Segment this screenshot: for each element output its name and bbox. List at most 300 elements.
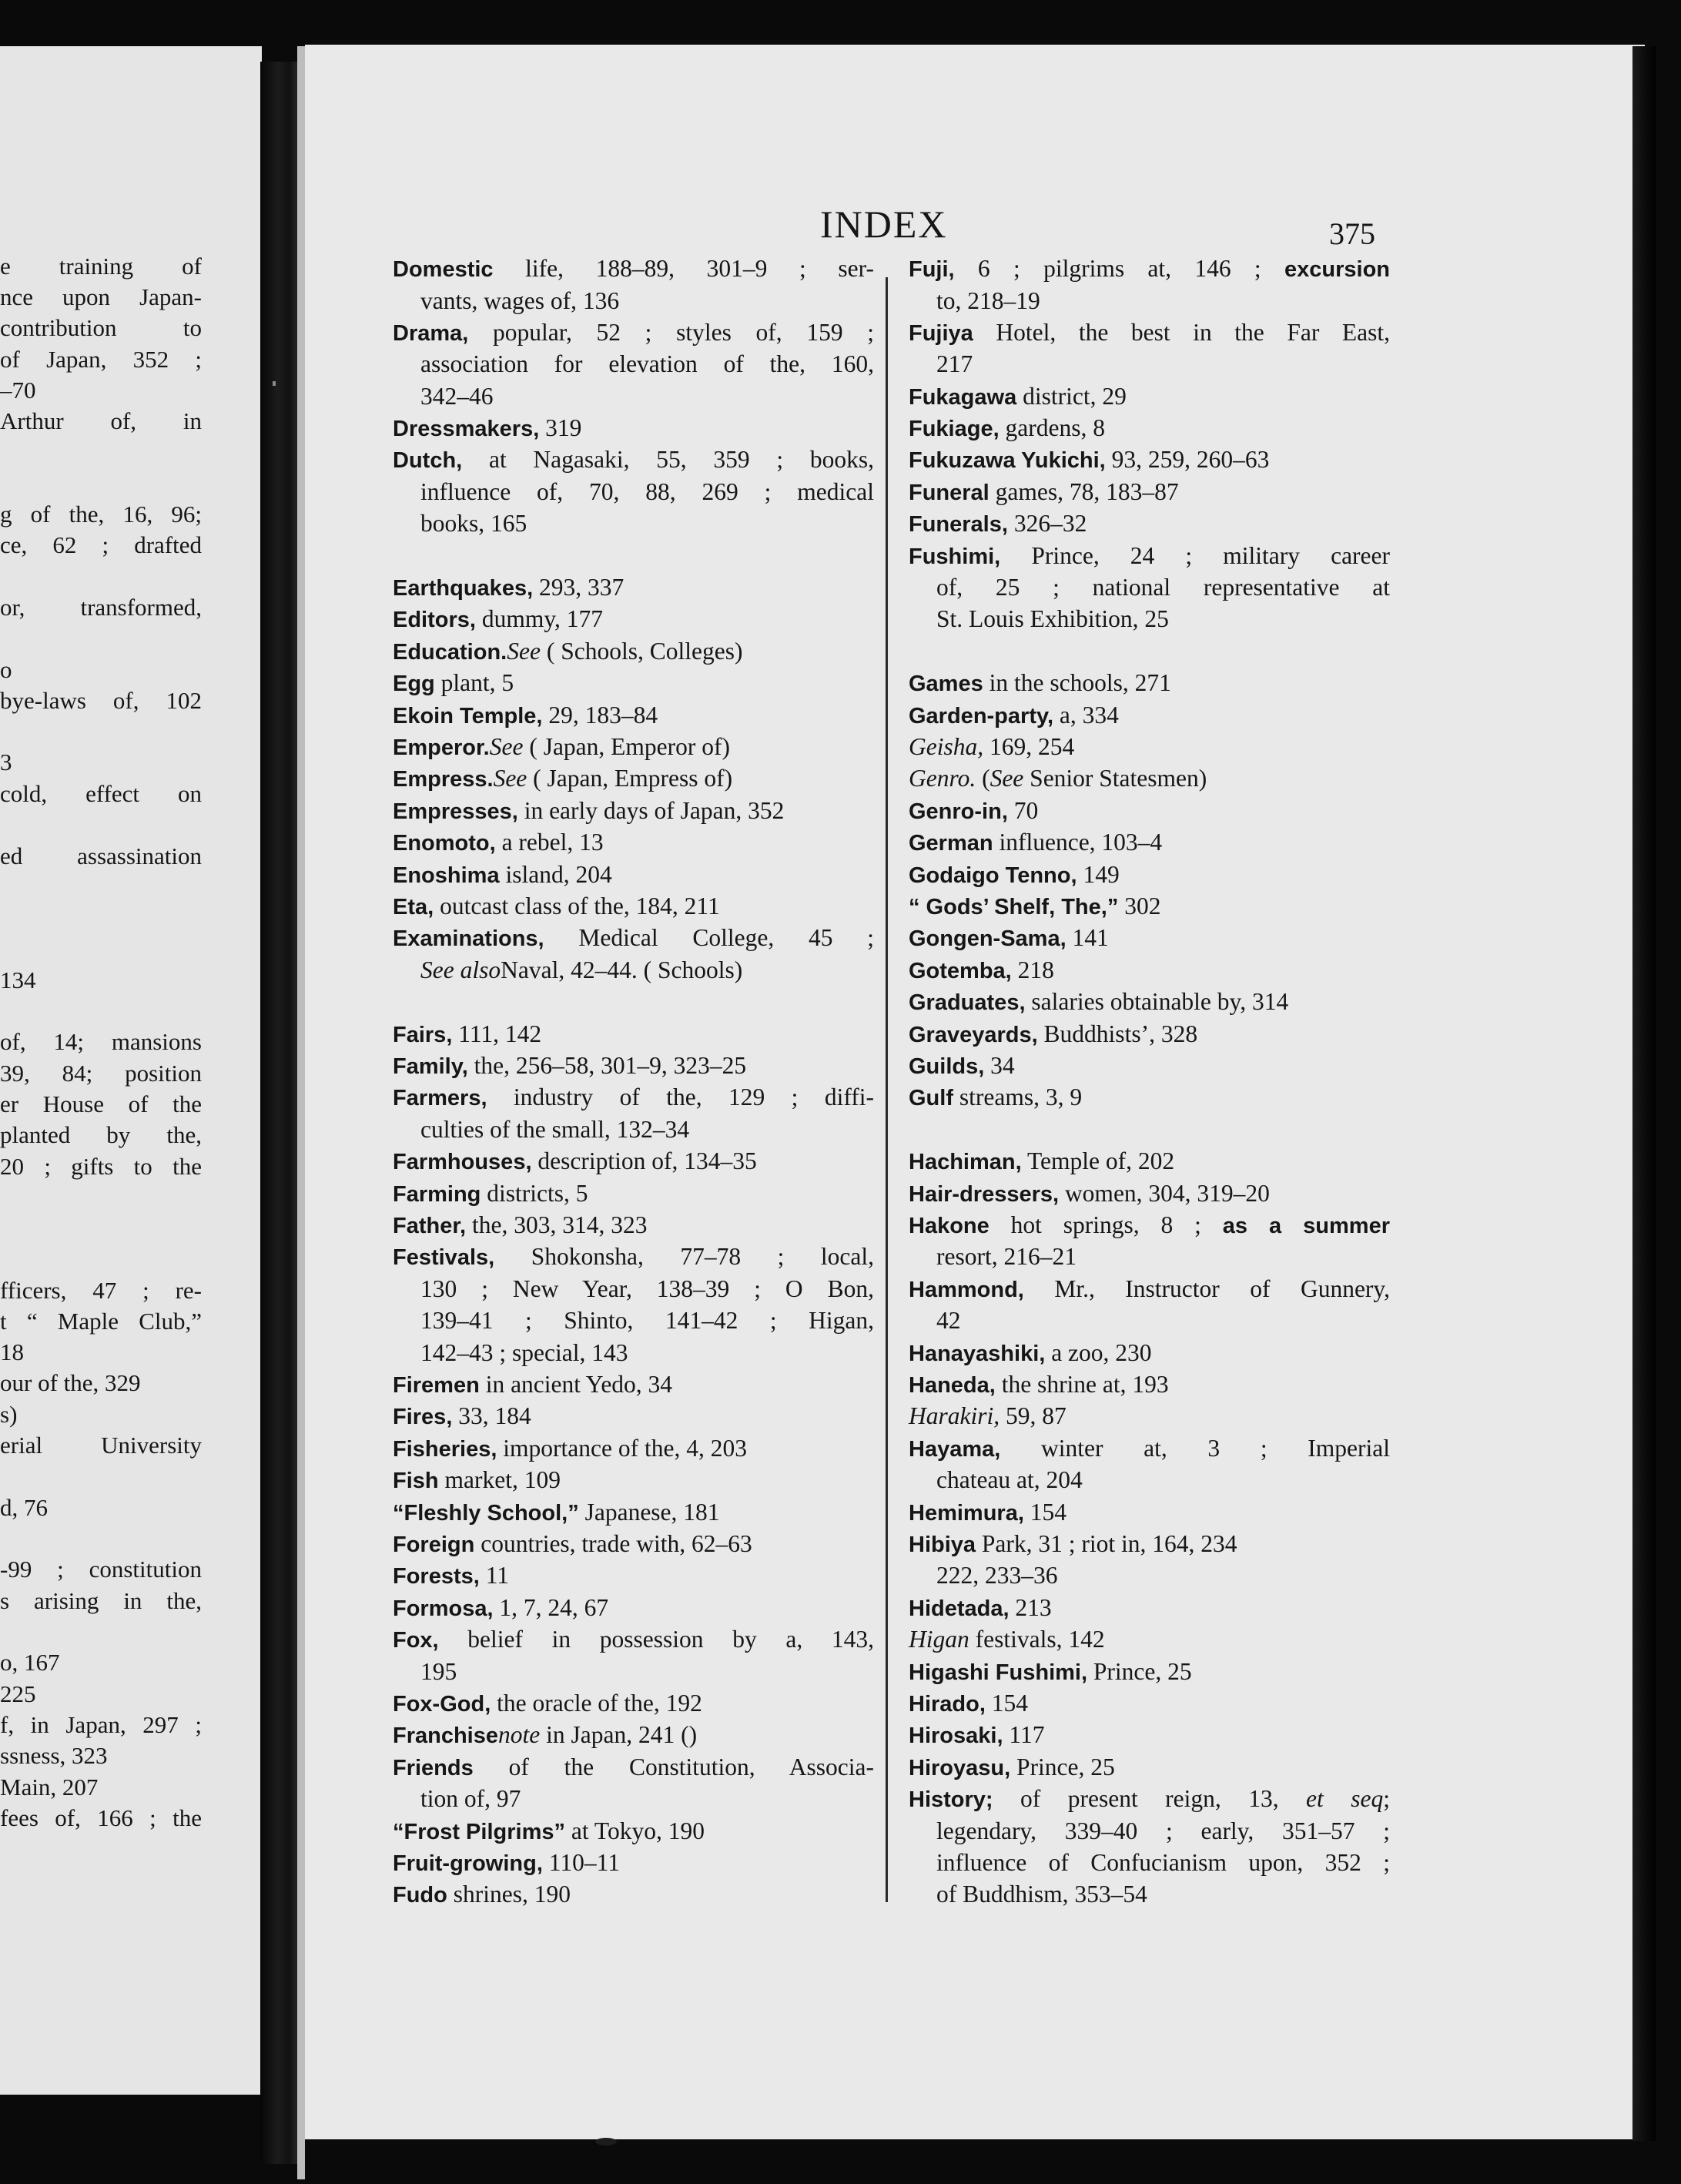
entry-heading: Higashi Fushimi, bbox=[909, 1660, 1088, 1685]
entry-heading-italic: Harakiri, bbox=[909, 1402, 1000, 1429]
left-page-line-text: contribution to bbox=[0, 314, 202, 341]
index-entry bbox=[420, 1273, 874, 1305]
entry-heading: Fox, bbox=[393, 1628, 439, 1653]
left-page-line bbox=[0, 530, 262, 561]
entry-heading: Gongen-Sama, bbox=[909, 926, 1067, 951]
left-page-line bbox=[0, 1710, 262, 1740]
left-page-line bbox=[0, 779, 262, 809]
index-entry bbox=[909, 507, 1390, 540]
entry-text: ( bbox=[523, 733, 537, 760]
entry-text: of Buddhism, 353–54 bbox=[936, 1881, 1147, 1908]
entry-heading-italic: See bbox=[493, 765, 527, 792]
left-page-line bbox=[0, 1058, 262, 1089]
index-entry bbox=[393, 571, 874, 604]
left-page-line-text: planted by the, bbox=[0, 1121, 202, 1148]
entry-text: 42 bbox=[936, 1307, 961, 1334]
scan-artifact bbox=[595, 2138, 617, 2145]
index-entry bbox=[393, 1592, 874, 1624]
entry-heading: Emperor. bbox=[393, 735, 490, 760]
left-page-line bbox=[0, 1275, 262, 1306]
entry-heading-italic: Geisha, bbox=[909, 733, 984, 760]
entry-italic-text: et seq bbox=[1306, 1785, 1384, 1812]
index-entry bbox=[393, 412, 874, 444]
entry-text: island, 204 bbox=[499, 861, 612, 888]
entry-bold-text: excursion bbox=[1284, 257, 1390, 282]
left-page-line-text: ssness, 323 bbox=[0, 1742, 108, 1769]
left-page-line-text: cold, effect on bbox=[0, 780, 202, 807]
entry-heading: Family, bbox=[393, 1054, 468, 1079]
index-entry bbox=[909, 699, 1390, 732]
index-entry bbox=[909, 476, 1390, 508]
entry-text-tail: Schools, Colleges) bbox=[554, 638, 743, 665]
entry-text: hot springs, 8 ; bbox=[989, 1211, 1223, 1238]
entry-heading: Fuji, bbox=[909, 257, 955, 282]
entry-text: in ancient Yedo, 34 bbox=[479, 1371, 673, 1398]
entry-heading: Hirado, bbox=[909, 1692, 986, 1717]
entry-text: the oracle of the, 192 bbox=[491, 1690, 702, 1717]
index-entry bbox=[393, 253, 874, 285]
index-entry bbox=[420, 507, 874, 540]
entry-text: St. Louis Exhibition, 25 bbox=[936, 605, 1169, 632]
left-page-line bbox=[0, 1089, 262, 1120]
index-entry bbox=[420, 348, 874, 380]
left-page-line-text: 18 bbox=[0, 1338, 24, 1365]
entry-heading: Foreign bbox=[393, 1532, 475, 1557]
entry-text: Temple of, 202 bbox=[1021, 1147, 1175, 1174]
index-entry bbox=[909, 1337, 1390, 1369]
entry-heading-italic: See also bbox=[420, 956, 501, 983]
index-entry bbox=[909, 1400, 1390, 1432]
entry-text: ( bbox=[540, 638, 555, 665]
left-page-line-text: s) bbox=[0, 1401, 18, 1428]
entry-heading: Friends bbox=[393, 1756, 474, 1780]
left-page-line-text: t “ Maple Club,” bbox=[0, 1308, 202, 1335]
entry-text: the, 256–58, 301–9, 323–25 bbox=[467, 1052, 747, 1079]
entry-text: 29, 183–84 bbox=[542, 702, 658, 729]
left-page-line-text: f, in Japan, 297 ; bbox=[0, 1711, 202, 1738]
entry-heading: Hakone bbox=[909, 1214, 990, 1238]
entry-text: vants, wages of, 136 bbox=[420, 287, 620, 314]
left-page-line-text: g of the, 16, 96; bbox=[0, 501, 202, 528]
entry-text: 130 ; New Year, 138–39 ; O Bon, bbox=[420, 1275, 874, 1302]
index-entry bbox=[909, 1368, 1390, 1401]
left-page-line-text: fficers, 47 ; re- bbox=[0, 1277, 202, 1304]
entry-heading: Enoshima bbox=[393, 863, 500, 888]
index-entry bbox=[909, 890, 1390, 923]
entry-heading: Fujiya bbox=[909, 321, 973, 346]
entry-heading: Genro-in, bbox=[909, 799, 1008, 824]
left-page-line-text: -99 ; constitution bbox=[0, 1556, 202, 1583]
entry-text: of, 25 ; national representative at bbox=[936, 574, 1390, 601]
left-page-line-text: 225 bbox=[0, 1680, 36, 1707]
entry-heading-italic: Higan bbox=[909, 1626, 969, 1653]
entry-text: life, 188–89, 301–9 ; ser- bbox=[493, 255, 874, 282]
entry-text: 154 bbox=[1023, 1499, 1067, 1526]
entry-text: district, 29 bbox=[1016, 383, 1127, 410]
index-entry bbox=[393, 1368, 874, 1401]
entry-heading: Funeral bbox=[909, 481, 990, 505]
entry-text: countries, trade with, 62–63 bbox=[474, 1530, 752, 1557]
index-entry bbox=[936, 348, 1390, 380]
entry-text: Naval, 42–44. ( bbox=[501, 956, 652, 983]
index-entry bbox=[420, 1305, 874, 1337]
left-page-line-text: 3 bbox=[0, 749, 12, 775]
left-page-line bbox=[0, 344, 262, 375]
entry-heading: Forests, bbox=[393, 1564, 480, 1589]
entry-text: in the schools, 271 bbox=[983, 669, 1171, 696]
left-page-line-text: ed assassination bbox=[0, 842, 202, 869]
index-entry bbox=[909, 1528, 1390, 1560]
entry-text: belief in possession by a, 143, bbox=[438, 1626, 874, 1653]
entry-text: 218 bbox=[1011, 956, 1054, 983]
entry-text-tail: Senior Statesmen) bbox=[1023, 765, 1207, 792]
entry-text: games, 78, 183–87 bbox=[989, 478, 1179, 505]
entry-text: chateau at, 204 bbox=[936, 1466, 1083, 1493]
index-entry bbox=[393, 1847, 874, 1879]
entry-text: 34 bbox=[984, 1052, 1015, 1079]
index-entry bbox=[393, 795, 874, 827]
entry-text: districts, 5 bbox=[481, 1180, 588, 1207]
index-entry bbox=[393, 1209, 874, 1241]
entry-text: 154 bbox=[985, 1690, 1029, 1717]
index-entry bbox=[420, 380, 874, 413]
entry-text: 59, 87 bbox=[1000, 1402, 1067, 1429]
entry-heading: “Frost Pilgrims” bbox=[393, 1820, 565, 1844]
entry-heading: Hair-dressers, bbox=[909, 1182, 1060, 1207]
page-number: 375 bbox=[1329, 216, 1375, 251]
entry-text: Medical College, 45 ; bbox=[544, 924, 874, 951]
left-page-line bbox=[0, 965, 262, 996]
index-entry bbox=[393, 1878, 874, 1911]
entry-text: 111, 142 bbox=[452, 1020, 542, 1047]
entry-heading: History; bbox=[909, 1787, 993, 1812]
index-entry bbox=[393, 1241, 874, 1273]
index-entry bbox=[936, 603, 1390, 635]
entry-heading: Hiroyasu, bbox=[909, 1756, 1011, 1780]
left-page-line bbox=[0, 1368, 262, 1398]
index-entry bbox=[936, 1815, 1390, 1847]
left-page-line-text: our of the, 329 bbox=[0, 1369, 141, 1396]
entry-heading: Farmhouses, bbox=[393, 1150, 532, 1174]
entry-heading: Empresses, bbox=[393, 799, 518, 824]
entry-heading: Hemimura, bbox=[909, 1501, 1024, 1526]
entry-heading: Farmers, bbox=[393, 1086, 487, 1110]
left-page-line bbox=[0, 1679, 262, 1710]
left-page-line bbox=[0, 1647, 262, 1678]
index-entry bbox=[909, 253, 1390, 285]
entry-text: market, 109 bbox=[438, 1466, 561, 1493]
entry-heading: Firemen bbox=[393, 1373, 480, 1398]
left-page-line bbox=[0, 592, 262, 623]
entry-text: outcast class of the, 184, 211 bbox=[434, 893, 720, 919]
entry-heading: Father, bbox=[393, 1214, 467, 1238]
entry-heading: Eta, bbox=[393, 895, 434, 919]
left-page-line bbox=[0, 1740, 262, 1771]
index-entry bbox=[909, 1081, 1390, 1114]
entry-heading: Garden-party, bbox=[909, 704, 1054, 729]
entry-text: in early days of Japan, 352 bbox=[517, 797, 785, 824]
index-entry bbox=[936, 1464, 1390, 1496]
left-page-line bbox=[0, 406, 262, 437]
entry-text: 1, 7, 24, 67 bbox=[493, 1594, 609, 1621]
index-entry bbox=[909, 1656, 1390, 1688]
entry-text: Prince, 25 bbox=[1087, 1658, 1192, 1685]
entry-text: 70 bbox=[1007, 797, 1039, 824]
entry-text: description of, 134–35 bbox=[531, 1147, 757, 1174]
entry-heading-italic: note bbox=[498, 1721, 541, 1748]
index-entry bbox=[420, 954, 874, 986]
entry-text: at Tokyo, 190 bbox=[565, 1817, 705, 1844]
index-entry bbox=[420, 1114, 874, 1146]
index-entry bbox=[393, 444, 874, 476]
entry-heading: Fox-God, bbox=[393, 1692, 491, 1717]
index-entry bbox=[909, 444, 1390, 476]
entry-text: Japanese, 181 bbox=[578, 1499, 720, 1526]
left-page-line bbox=[0, 1772, 262, 1803]
left-page-line-text: of, 14; mansions bbox=[0, 1028, 202, 1055]
index-entry bbox=[420, 476, 874, 508]
index-entry bbox=[393, 859, 874, 891]
entry-text: influence, 103–4 bbox=[993, 829, 1163, 856]
entry-text-tail: ; bbox=[1383, 1785, 1390, 1812]
page-edge bbox=[297, 46, 305, 2179]
entry-heading: Domestic bbox=[393, 257, 494, 282]
entry-heading-italic: See bbox=[489, 733, 524, 760]
left-page-line-text: Main, 207 bbox=[0, 1774, 99, 1800]
left-page-line bbox=[0, 655, 262, 685]
entry-heading: Fish bbox=[393, 1469, 439, 1493]
index-entry bbox=[420, 1656, 874, 1688]
left-page-line bbox=[0, 313, 262, 343]
entry-text: a, 334 bbox=[1053, 702, 1119, 729]
index-entry bbox=[909, 1177, 1390, 1210]
left-page-line-text: nce upon Japan- bbox=[0, 283, 202, 310]
entry-text: women, 304, 319–20 bbox=[1059, 1180, 1270, 1207]
entry-text: gardens, 8 bbox=[999, 414, 1105, 441]
entry-text: 110–11 bbox=[542, 1849, 620, 1876]
entry-heading: Formosa, bbox=[393, 1596, 494, 1621]
index-entry bbox=[393, 699, 874, 732]
entry-heading: Fruit-growing, bbox=[393, 1851, 543, 1876]
entry-italic-text: See bbox=[990, 765, 1024, 792]
entry-text: ( bbox=[976, 765, 990, 792]
entry-text: popular, 52 ; styles of, 159 ; bbox=[468, 319, 874, 346]
index-entry bbox=[393, 1623, 874, 1656]
entry-text: Park, 31 ; riot in, 164, 234 bbox=[976, 1530, 1237, 1557]
index-entry bbox=[909, 1018, 1390, 1050]
entry-heading: Hidetada, bbox=[909, 1596, 1010, 1621]
entry-heading: Hayama, bbox=[909, 1437, 1001, 1462]
left-page-line bbox=[0, 1492, 262, 1523]
index-entry bbox=[393, 1751, 874, 1784]
index-entry bbox=[393, 1050, 874, 1082]
index-entry bbox=[393, 1815, 874, 1847]
entry-text: Prince, 25 bbox=[1010, 1754, 1115, 1780]
entry-text: influence of Confucianism upon, 352 ; bbox=[936, 1849, 1390, 1876]
entry-text: 293, 337 bbox=[533, 574, 625, 601]
index-entry bbox=[420, 285, 874, 317]
left-page-line bbox=[0, 1306, 262, 1337]
entry-text: 195 bbox=[420, 1658, 457, 1685]
entry-text: Prince, 24 ; military career bbox=[1000, 542, 1390, 569]
entry-heading: Graveyards, bbox=[909, 1023, 1038, 1047]
entry-heading: Franchise bbox=[393, 1723, 498, 1748]
entry-text: to, 218–19 bbox=[936, 287, 1040, 314]
entry-text: dummy, 177 bbox=[475, 605, 604, 632]
entry-text-tail: Japan, Emperor of) bbox=[537, 733, 730, 760]
index-entry bbox=[393, 1145, 874, 1177]
entry-heading: Haneda, bbox=[909, 1373, 996, 1398]
entry-text-tail: ) bbox=[688, 1721, 698, 1748]
entry-heading: Empress. bbox=[393, 767, 494, 792]
entry-heading: Games bbox=[909, 672, 983, 696]
index-entry bbox=[909, 795, 1390, 827]
entry-heading: Examinations, bbox=[393, 926, 544, 951]
index-entry bbox=[909, 1496, 1390, 1529]
left-page-line bbox=[0, 1586, 262, 1616]
left-page-line bbox=[0, 251, 262, 282]
entry-heading: Graduates, bbox=[909, 990, 1026, 1015]
left-page-line bbox=[0, 841, 262, 872]
index-entry bbox=[393, 1559, 874, 1592]
entry-text: 319 bbox=[539, 414, 582, 441]
index-entry bbox=[909, 1783, 1390, 1815]
index-entry bbox=[936, 1559, 1390, 1592]
entry-text: shrines, 190 bbox=[447, 1881, 571, 1908]
entry-text: books, 165 bbox=[420, 510, 527, 537]
index-entry bbox=[393, 1081, 874, 1114]
entry-text: industry of the, 129 ; diffi- bbox=[487, 1084, 874, 1110]
entry-text: a rebel, 13 bbox=[495, 829, 604, 856]
book-gutter bbox=[260, 62, 299, 2164]
index-entry bbox=[909, 922, 1390, 954]
index-entry bbox=[393, 922, 874, 954]
left-page-line bbox=[0, 282, 262, 313]
index-entry bbox=[393, 826, 874, 859]
left-page-line bbox=[0, 685, 262, 716]
entry-text: culties of the small, 132–34 bbox=[420, 1116, 690, 1143]
index-entry bbox=[909, 1209, 1390, 1241]
index-entry bbox=[393, 1528, 874, 1560]
left-page-line-text: ce, 62 ; drafted bbox=[0, 531, 202, 558]
left-page-line-text: d, 76 bbox=[0, 1494, 48, 1521]
entry-text: of the Constitution, Associa- bbox=[473, 1754, 874, 1780]
entry-text: resort, 216–21 bbox=[936, 1243, 1077, 1270]
entry-heading: Fires, bbox=[393, 1405, 453, 1429]
entry-text: the shrine at, 193 bbox=[995, 1371, 1169, 1398]
page-shadow bbox=[1632, 46, 1656, 2141]
index-entry bbox=[909, 412, 1390, 444]
left-page-line bbox=[0, 1554, 262, 1585]
entry-text: 33, 184 bbox=[452, 1402, 531, 1429]
index-entry bbox=[909, 1432, 1390, 1465]
index-entry bbox=[393, 1464, 874, 1496]
left-page-line-text: e training of bbox=[0, 253, 202, 280]
index-entry bbox=[909, 380, 1390, 413]
entry-text: streams, 3, 9 bbox=[953, 1084, 1083, 1110]
page-title: INDEX bbox=[820, 203, 948, 246]
entry-heading: Fairs, bbox=[393, 1023, 453, 1047]
entry-heading: Ekoin Temple, bbox=[393, 704, 543, 729]
entry-text: Buddhists’, 328 bbox=[1037, 1020, 1198, 1047]
entry-heading-italic: Genro. bbox=[909, 765, 976, 792]
index-entry bbox=[393, 667, 874, 699]
entry-heading: Hachiman, bbox=[909, 1150, 1022, 1174]
index-entry bbox=[393, 1400, 874, 1432]
entry-heading: Festivals, bbox=[393, 1245, 495, 1270]
index-entry bbox=[393, 731, 874, 763]
left-page-line-text: 39, 84; position bbox=[0, 1060, 202, 1087]
entry-heading: Fukiage, bbox=[909, 417, 1000, 441]
entry-text: Shokonsha, 77–78 ; local, bbox=[494, 1243, 874, 1270]
entry-heading: Egg bbox=[393, 672, 435, 696]
entry-heading: Gulf bbox=[909, 1086, 953, 1110]
entry-text-tail: Schools) bbox=[651, 956, 743, 983]
entry-heading: Hirosaki, bbox=[909, 1723, 1003, 1748]
print-speck bbox=[273, 381, 276, 386]
index-entry bbox=[909, 1751, 1390, 1784]
left-page-line bbox=[0, 1027, 262, 1057]
left-page-line bbox=[0, 1399, 262, 1430]
entry-heading-italic: See bbox=[507, 638, 541, 665]
left-page-line-text: o bbox=[0, 656, 12, 683]
index-entry bbox=[393, 1018, 874, 1050]
index-entry bbox=[393, 1177, 874, 1210]
entry-text: a zoo, 230 bbox=[1045, 1339, 1152, 1366]
index-entry bbox=[936, 571, 1390, 604]
left-page-line bbox=[0, 1120, 262, 1151]
entry-text: 149 bbox=[1077, 861, 1120, 888]
index-entry bbox=[909, 1145, 1390, 1177]
entry-heading: Fukagawa bbox=[909, 385, 1017, 410]
entry-heading: Dressmakers, bbox=[393, 417, 540, 441]
left-page-line bbox=[0, 747, 262, 778]
entry-text: 213 bbox=[1009, 1594, 1052, 1621]
index-entry bbox=[909, 540, 1390, 572]
index-entry bbox=[393, 317, 874, 349]
left-page-line-text: fees of, 166 ; the bbox=[0, 1804, 202, 1831]
entry-text: 326–32 bbox=[1007, 510, 1087, 537]
entry-text: importance of the, 4, 203 bbox=[497, 1435, 747, 1462]
index-entry bbox=[936, 1241, 1390, 1273]
entry-text: 142–43 ; special, 143 bbox=[420, 1339, 628, 1366]
entry-heading: Dutch, bbox=[393, 448, 463, 473]
left-facing-page bbox=[0, 46, 262, 2095]
left-page-line bbox=[0, 499, 262, 530]
index-entry bbox=[909, 731, 1390, 763]
index-entry bbox=[909, 762, 1390, 795]
index-entry bbox=[909, 986, 1390, 1018]
index-entry bbox=[936, 1305, 1390, 1337]
index-entry bbox=[420, 1337, 874, 1369]
left-page-line-text: bye-laws of, 102 bbox=[0, 687, 202, 714]
entry-text: influence of, 70, 88, 269 ; medical bbox=[420, 478, 874, 505]
entry-heading: Godaigo Tenno, bbox=[909, 863, 1077, 888]
entry-text: festivals, 142 bbox=[969, 1626, 1105, 1653]
index-entry bbox=[393, 762, 874, 795]
entry-heading: “Fleshly School,” bbox=[393, 1501, 579, 1526]
entry-heading: Editors, bbox=[393, 608, 476, 632]
left-page-line-text: of Japan, 352 ; bbox=[0, 346, 202, 373]
left-page-line-text: erial University bbox=[0, 1432, 202, 1459]
entry-text: 217 bbox=[936, 350, 973, 377]
entry-heading: Gotemba, bbox=[909, 959, 1012, 983]
entry-text: 342–46 bbox=[420, 383, 494, 410]
index-entry bbox=[393, 1687, 874, 1720]
entry-bold-text: as a summer bbox=[1222, 1214, 1390, 1238]
index-entry bbox=[420, 1783, 874, 1815]
entry-text: 169, 254 bbox=[983, 733, 1075, 760]
